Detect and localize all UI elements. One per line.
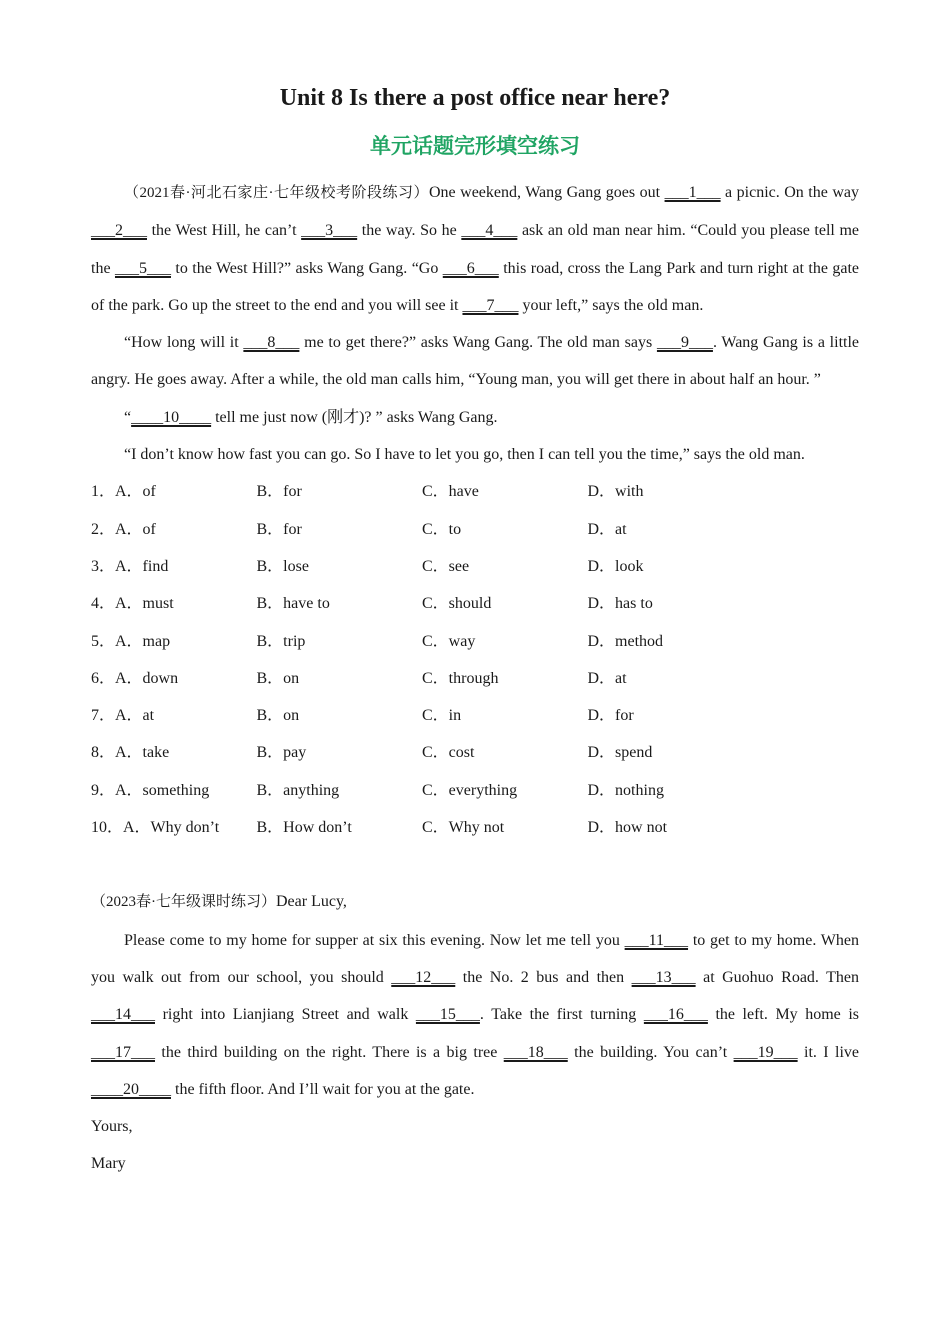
option-c: C．Why not bbox=[422, 819, 505, 837]
option-c: C．everything bbox=[422, 781, 518, 799]
option-a: 6．A．down bbox=[91, 669, 179, 687]
text: the third building on the right. There is a big tree bbox=[155, 1043, 504, 1061]
option-d: D．has to bbox=[587, 595, 653, 613]
option-c: C．to bbox=[422, 520, 462, 538]
option-b: B．for bbox=[256, 483, 302, 501]
blank-10: ____10____ bbox=[131, 408, 212, 426]
passage2-source: （2023春·七年级课时练习） bbox=[91, 894, 276, 911]
text: the building. You can’t bbox=[567, 1043, 734, 1061]
option-a: 4．A．must bbox=[91, 595, 174, 613]
passage2-header bbox=[91, 883, 859, 921]
text: “ bbox=[124, 408, 132, 426]
option-a: 2．A．of bbox=[91, 520, 156, 538]
blank-15: ___15___ bbox=[415, 1006, 480, 1024]
text: me to get there?” asks Wang Gang. The old man says bbox=[299, 334, 657, 352]
option-a: 7．A．at bbox=[91, 707, 155, 725]
option-d: D．for bbox=[587, 707, 634, 725]
option-c: C．way bbox=[422, 632, 476, 650]
question-row-3 bbox=[91, 548, 859, 585]
text: this road, cross the Lang Park and turn right at the gate of the park. Go up the street to the end and you will see it bbox=[91, 259, 860, 314]
blank-9: ___9___ bbox=[656, 334, 713, 352]
option-d: D．spend bbox=[587, 744, 653, 762]
blank-4: ___4___ bbox=[461, 222, 518, 240]
blank-7: ___7___ bbox=[462, 296, 519, 314]
question-row-2 bbox=[91, 511, 859, 548]
text: ask an old man near him. “Could you please tell me the bbox=[91, 222, 859, 277]
section-spacer bbox=[91, 846, 859, 883]
question-row-9 bbox=[91, 772, 859, 809]
question-row-10 bbox=[91, 809, 859, 846]
option-a: 9．A．something bbox=[91, 781, 210, 799]
text: One weekend, Wang Gang goes out bbox=[428, 184, 665, 201]
option-d: D．how not bbox=[587, 819, 668, 837]
text: a picnic. On the way bbox=[720, 184, 860, 201]
question-row-8 bbox=[91, 734, 859, 771]
option-d: D．at bbox=[587, 520, 627, 538]
blank-19: ___19___ bbox=[733, 1043, 798, 1061]
option-b: B．on bbox=[256, 707, 300, 725]
option-b: B．on bbox=[256, 669, 300, 687]
passage1-paragraph2 bbox=[91, 324, 859, 399]
option-b: B．for bbox=[256, 520, 302, 538]
option-a: 1．A．of bbox=[91, 483, 156, 501]
passage1-paragraph3 bbox=[91, 399, 859, 436]
text: right into Lianjiang Street and walk bbox=[155, 1006, 416, 1024]
option-c: C．cost bbox=[422, 744, 475, 762]
blank-17: ___17___ bbox=[91, 1043, 155, 1061]
option-d: D．nothing bbox=[587, 781, 664, 799]
option-a: 5．A．map bbox=[91, 632, 171, 650]
option-c: C．have bbox=[422, 483, 479, 501]
option-a: 3．A．find bbox=[91, 557, 169, 575]
text: . Wang Gang is a little angry. He goes away. After a while, the old man calls him, “Young man, you will get there in about half an hour. ” bbox=[91, 334, 860, 389]
text: the fifth floor. And I’ll wait for you at the gate. bbox=[171, 1080, 475, 1098]
answer-options bbox=[91, 473, 859, 846]
blank-8: ___8___ bbox=[243, 334, 300, 352]
passage2-body bbox=[91, 922, 859, 1108]
blank-6: ___6___ bbox=[442, 259, 499, 277]
letter-signature: Mary bbox=[91, 1155, 126, 1173]
option-d: D．with bbox=[587, 483, 644, 501]
blank-3: ___3___ bbox=[301, 222, 358, 240]
option-c: C．in bbox=[422, 707, 462, 725]
blank-5: ___5___ bbox=[114, 259, 171, 277]
option-d: D．at bbox=[587, 669, 627, 687]
blank-12: ___12___ bbox=[391, 968, 456, 986]
passage1-paragraph1 bbox=[91, 174, 859, 324]
page-title: Unit 8 Is there a post office near here? bbox=[279, 85, 671, 111]
question-row-4 bbox=[91, 585, 859, 622]
blank-11: ___11___ bbox=[624, 931, 689, 949]
text: the West Hill, he can’t bbox=[147, 222, 302, 240]
text: . Take the first turning bbox=[479, 1006, 644, 1024]
option-b: B．trip bbox=[256, 632, 306, 650]
text: the left. My home is bbox=[707, 1006, 860, 1024]
document-page bbox=[91, 82, 859, 1183]
text: your left,” says the old man. bbox=[518, 296, 704, 314]
option-b: B．pay bbox=[256, 744, 307, 762]
blank-1: ___1___ bbox=[664, 184, 721, 201]
passage1-paragraph4: “I don’t know how fast you can go. So I have to let you go, then I can tell you the time,” says the old man. bbox=[124, 446, 805, 464]
option-a: 8．A．take bbox=[91, 744, 170, 762]
text: “How long will it bbox=[124, 334, 244, 352]
blank-20: ____20____ bbox=[91, 1080, 171, 1098]
option-c: C．through bbox=[422, 669, 499, 687]
question-row-1 bbox=[91, 473, 859, 510]
option-a: 10．A．Why don’t bbox=[91, 819, 220, 837]
blank-14: ___14___ bbox=[91, 1006, 155, 1024]
option-c: C．should bbox=[422, 595, 492, 613]
text: at Guohuo Road. Then bbox=[695, 968, 859, 986]
blank-18: ___18___ bbox=[503, 1043, 568, 1061]
option-c: C．see bbox=[422, 557, 470, 575]
question-row-7 bbox=[91, 697, 859, 734]
blank-16: ___16___ bbox=[643, 1006, 708, 1024]
option-b: B．lose bbox=[256, 557, 309, 575]
option-b: B．have to bbox=[256, 595, 330, 613]
letter-greeting: Dear Lucy, bbox=[276, 893, 347, 911]
option-b: B．anything bbox=[256, 781, 340, 799]
text: it. I live bbox=[797, 1043, 860, 1061]
option-b: B．How don’t bbox=[256, 819, 352, 837]
question-row-6 bbox=[91, 660, 859, 697]
text: tell me just now (刚才)? ” asks Wang Gang. bbox=[211, 408, 498, 426]
page-subtitle: 单元话题完形填空练习 bbox=[370, 134, 580, 158]
option-d: D．method bbox=[587, 632, 664, 650]
text: Please come to my home for supper at six this evening. Now let me tell you bbox=[124, 931, 625, 949]
text: to get to my home. When you walk out from our school, you should bbox=[91, 931, 860, 986]
option-d: D．look bbox=[587, 557, 644, 575]
blank-13: ___13___ bbox=[631, 968, 696, 986]
text: the No. 2 bus and then bbox=[455, 968, 632, 986]
text: the way. So he bbox=[357, 222, 462, 240]
letter-closing: Yours, bbox=[91, 1118, 133, 1136]
question-row-5 bbox=[91, 623, 859, 660]
text: to the West Hill?” asks Wang Gang. “Go bbox=[170, 259, 443, 277]
blank-2: ___2___ bbox=[91, 222, 147, 240]
passage1-source: （2021春·河北石家庄·七年级校考阶段练习） bbox=[124, 185, 429, 201]
